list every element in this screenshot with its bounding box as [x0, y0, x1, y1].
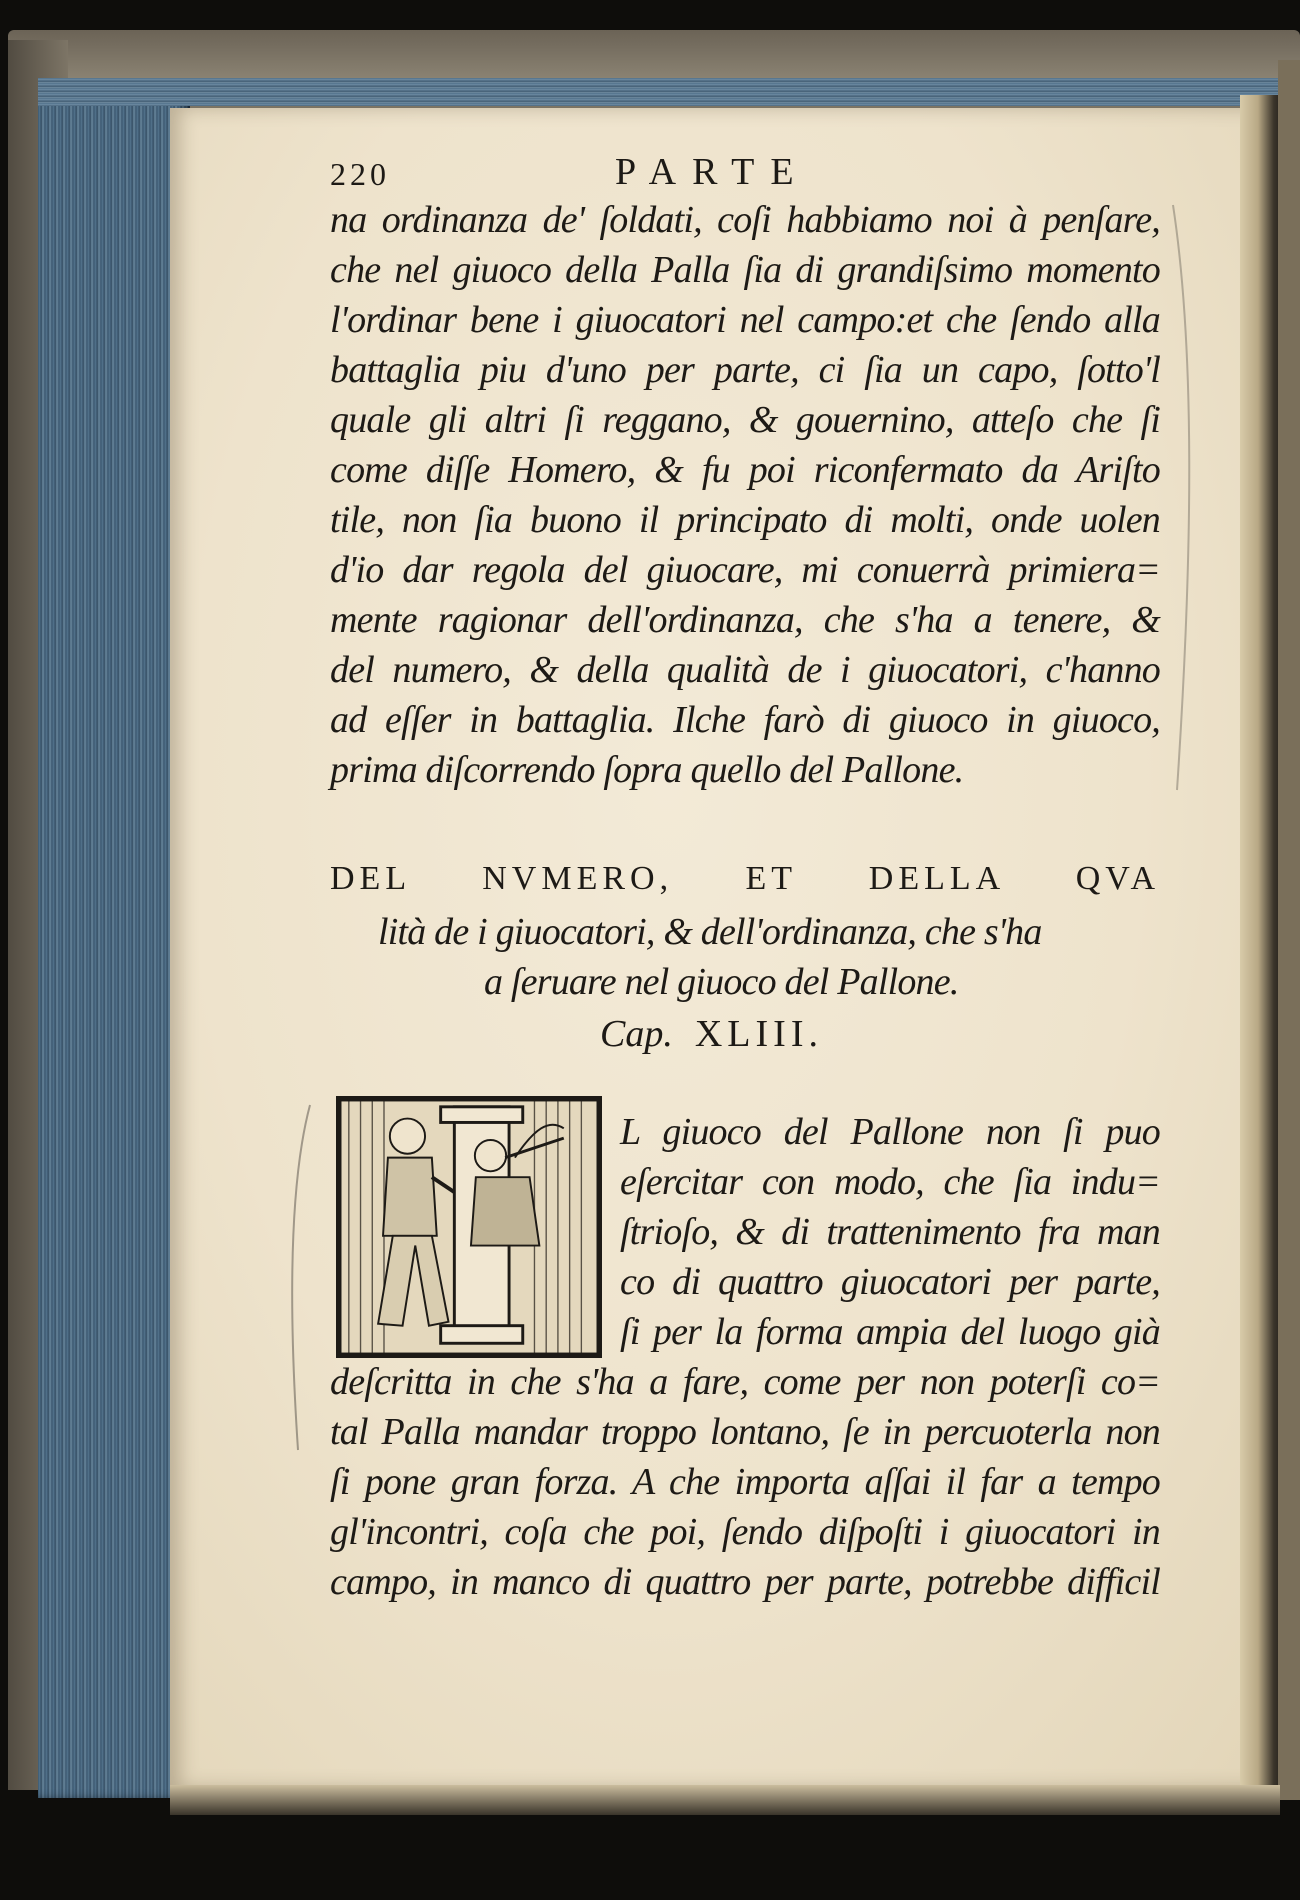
chapter-roman-numeral: XLIII.: [694, 1013, 823, 1055]
chapter-heading-line: a ſeruare nel giuoco del Pallone.: [484, 961, 959, 1003]
pencil-mark-left: [280, 1100, 320, 1460]
text-line: mente ragionar dell'ordinanza, che s'ha a tenere, &: [330, 599, 1160, 641]
chapter-label: Cap.: [600, 1013, 673, 1055]
text-line: ſi pone gran forza. A che importa aſſai il far a tempo: [330, 1461, 1160, 1503]
text-line: campo, in manco di quattro per parte, potrebbe difficil: [330, 1561, 1160, 1603]
text-line: del numero, & della qualità de i giuocatori, c'hanno: [330, 649, 1160, 691]
text-line: d'io dar regola del giuocare, mi conuerrà primiera=: [330, 549, 1160, 591]
page-edges-top: [38, 78, 1278, 106]
text-line: gl'incontri, coſa che poi, ſendo diſpoſti i giuocatori in: [330, 1511, 1160, 1553]
text-line: quale gli altri ſi reggano, & gouernino, atteſo che ſi: [330, 399, 1160, 441]
woodcut-initial: [336, 1096, 602, 1358]
text-line: prima diſcorrendo ſopra quello del Pallone.: [330, 749, 964, 791]
running-head: [330, 150, 1230, 200]
text-line: l'ordinar bene i giuocatori nel campo:et che ſendo alla: [330, 299, 1160, 341]
text-line: L giuoco del Pallone non ſi puo: [620, 1111, 1160, 1153]
text-line: co di quattro giuocatori per parte,: [620, 1261, 1160, 1303]
text-line: battaglia piu d'uno per parte, ci ſia un capo, ſotto'l: [330, 349, 1160, 391]
page-bottom-shadow: [170, 1785, 1280, 1815]
text-line: come diſſe Homero, & fu poi riconfermato da Ariſto: [330, 449, 1160, 491]
text-line: eſercitar con modo, che ſia indu=: [620, 1161, 1160, 1203]
text-line: ad eſſer in battaglia. Ilche farò di giuoco in giuoco,: [330, 699, 1160, 741]
text-line: tile, non ſia buono il principato di molti, onde uolen: [330, 499, 1160, 541]
chapter-heading-line: lità de i giuocatori, & dell'ordinanza, che s'ha: [378, 911, 1042, 953]
text-line: tal Palla mandar troppo lontano, ſe in percuoterla non: [330, 1411, 1160, 1453]
chapter-heading-caps: DEL NVMERO, ET DELLA QVA: [330, 860, 1160, 897]
page-edges: [38, 78, 190, 1798]
text-line: che nel giuoco della Palla ſia di grandiſsimo momento: [330, 249, 1160, 291]
running-title: PARTE: [615, 151, 810, 193]
woodcut-historiated-initial-icon: [339, 1099, 599, 1355]
page-number: 220: [330, 156, 390, 192]
text-line: na ordinanza de' ſoldati, coſi habbiamo noi à penſare,: [330, 199, 1160, 241]
text-line: ſi per la forma ampia del luogo già: [620, 1311, 1160, 1353]
text-line: deſcritta in che s'ha a fare, come per non poterſi co=: [330, 1361, 1160, 1403]
text-line: ſtrioſo, & di trattenimento fra man: [620, 1211, 1160, 1253]
facing-page-edge: [1278, 60, 1300, 1800]
chapter-number: [600, 1012, 823, 1056]
pencil-mark-right: [1165, 200, 1205, 800]
